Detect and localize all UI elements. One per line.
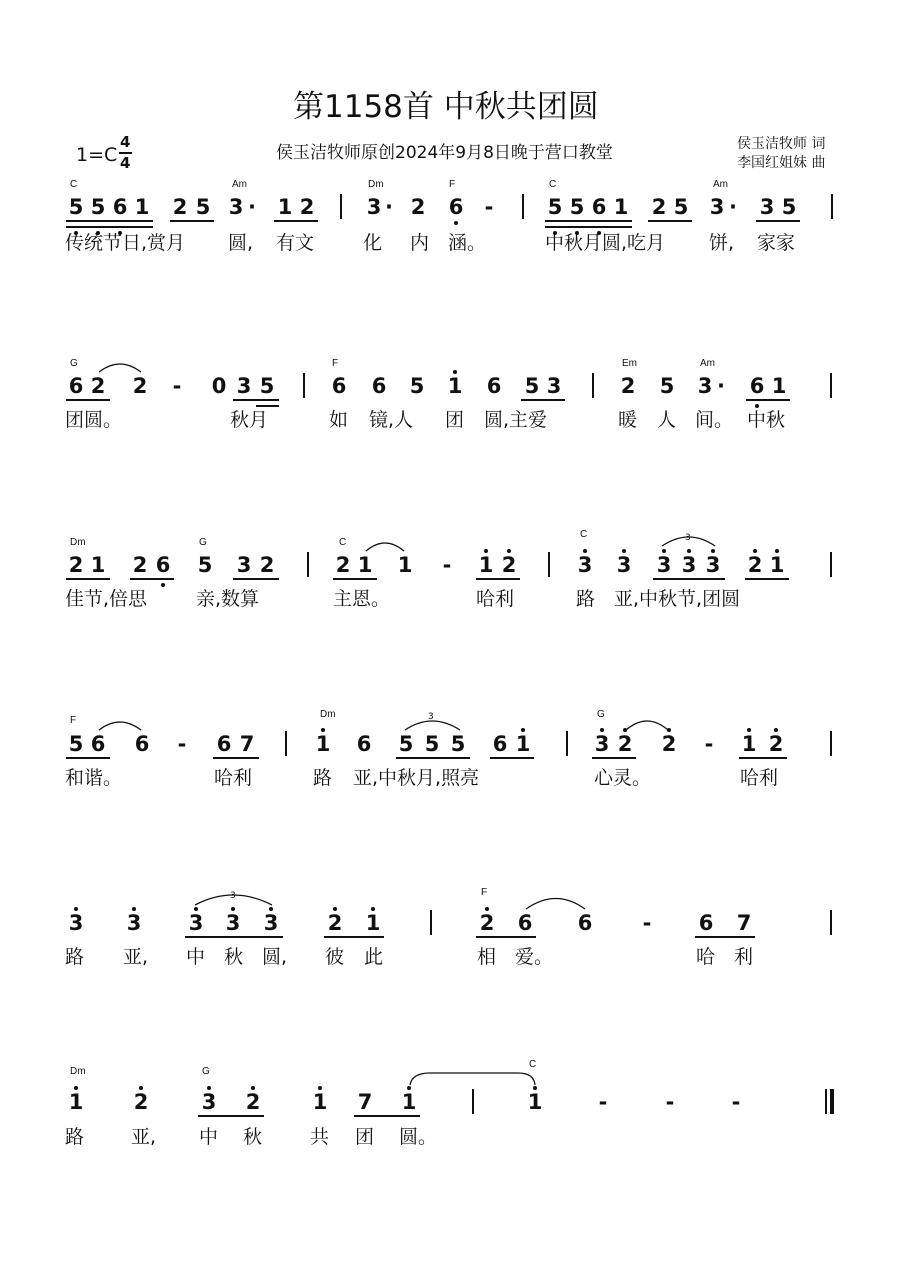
note: 6 [517, 911, 533, 935]
lyric: 路 [313, 767, 333, 789]
barline [830, 910, 832, 935]
lyric: 心灵。 [594, 767, 652, 789]
dash: - [665, 1090, 675, 1114]
note: 7 [239, 732, 255, 756]
note: 3 [616, 553, 632, 577]
underline [653, 578, 725, 580]
note: 1 [357, 553, 373, 577]
note: 3 [236, 374, 252, 398]
low-octave-dot [161, 583, 165, 587]
underline [746, 399, 790, 401]
lyric: 亚, [123, 946, 149, 968]
barline [830, 731, 832, 756]
high-octave-dot [521, 728, 525, 732]
note: 2 [501, 553, 517, 577]
dash: - [731, 1090, 741, 1114]
lyric: 中秋 [747, 409, 786, 431]
note: 1 [277, 195, 293, 219]
note: 2 [245, 1090, 261, 1114]
barline [830, 373, 832, 398]
note: 6 [698, 911, 714, 935]
lyric: 圆, [262, 946, 288, 968]
dash: - [484, 195, 494, 219]
lyric: 中 [199, 1126, 219, 1148]
note: 6 [371, 374, 387, 398]
note: 1 [365, 911, 381, 935]
tie [99, 364, 141, 372]
lyric: 亚, [131, 1126, 157, 1148]
lyric: 路 [65, 1126, 85, 1148]
barline [340, 194, 342, 219]
underline [170, 220, 214, 222]
lyric: 哈利 [740, 767, 779, 789]
high-octave-dot [507, 549, 511, 553]
barline [566, 731, 568, 756]
chord-symbol: Dm [70, 1066, 86, 1077]
high-octave-dot [662, 549, 666, 553]
lyric: 哈 [696, 946, 716, 968]
note: 1 [613, 195, 629, 219]
note: 5 [450, 732, 466, 756]
chord-symbol: F [70, 715, 77, 726]
high-octave-dot [333, 907, 337, 911]
high-octave-dot [583, 549, 587, 553]
note: 2 [133, 1090, 149, 1114]
lyric: 内 [410, 232, 430, 254]
low-octave-dot [755, 404, 759, 408]
note: 1 [134, 195, 150, 219]
underline [592, 757, 636, 759]
note: 3 [697, 374, 713, 398]
high-octave-dot [74, 1086, 78, 1090]
note: 2 [335, 553, 351, 577]
underline [233, 399, 279, 401]
lyric: 秋月 [230, 409, 269, 431]
note: 1 [515, 732, 531, 756]
high-octave-dot [774, 728, 778, 732]
note: 2 [90, 374, 106, 398]
underline [324, 936, 384, 938]
lyric: 主恩。 [333, 588, 391, 610]
note: 6 [577, 911, 593, 935]
note: 2 [132, 553, 148, 577]
note: 6 [90, 732, 106, 756]
note: 6 [216, 732, 232, 756]
high-octave-dot [600, 728, 604, 732]
augmentation-dot: · [717, 374, 725, 398]
note: 2 [259, 553, 275, 577]
lyric: 共 [310, 1126, 330, 1148]
underline [274, 220, 318, 222]
note: 3 [546, 374, 562, 398]
high-octave-dot [371, 907, 375, 911]
lyric: 化 [363, 232, 383, 254]
note: 3 [201, 1090, 217, 1114]
lyric: 秋 [224, 946, 244, 968]
lyric: 亚,中秋节,团圆 [614, 588, 741, 610]
underline [545, 226, 632, 228]
note: 5 [398, 732, 414, 756]
note: 5 [569, 195, 585, 219]
note: 3 [366, 195, 382, 219]
note: 3 [759, 195, 775, 219]
tie [526, 899, 585, 910]
lyric: 哈利 [214, 767, 253, 789]
high-octave-dot [407, 1086, 411, 1090]
lyric: 中 [186, 946, 206, 968]
note: 0 [211, 374, 227, 398]
lyric: 间。 [695, 409, 734, 431]
underline [739, 757, 787, 759]
dash: - [177, 732, 187, 756]
note: 1 [769, 553, 785, 577]
note: 1 [478, 553, 494, 577]
high-octave-dot [74, 907, 78, 911]
lyric: 团 [445, 409, 465, 431]
chord-symbol: C [70, 179, 78, 190]
note: 6 [749, 374, 765, 398]
high-octave-dot [687, 549, 691, 553]
note: 5 [68, 732, 84, 756]
augmentation-dot: · [729, 195, 737, 219]
lyric: 暖 [618, 409, 638, 431]
note: 1 [90, 553, 106, 577]
underline [66, 226, 153, 228]
dash: - [172, 374, 182, 398]
underline [213, 757, 259, 759]
lyric: 人 [657, 409, 677, 431]
lyric: 亚,中秋月,照亮 [353, 767, 480, 789]
lyric: 爱。 [515, 946, 554, 968]
note: 2 [651, 195, 667, 219]
chord-symbol: Dm [320, 709, 336, 720]
note: 1 [741, 732, 757, 756]
note: 3 [656, 553, 672, 577]
underline [256, 405, 279, 407]
note: 3 [68, 911, 84, 935]
high-octave-dot [622, 549, 626, 553]
note: 5 [547, 195, 563, 219]
barline [592, 373, 594, 398]
chord-symbol: C [549, 179, 557, 190]
note: 3 [263, 911, 279, 935]
chord-symbol: G [70, 358, 78, 369]
high-octave-dot [453, 370, 457, 374]
lyric: 圆, [228, 232, 254, 254]
note: 2 [327, 911, 343, 935]
lyric: 镜,人 [369, 409, 414, 431]
underline [130, 578, 174, 580]
note: 5 [259, 374, 275, 398]
note: 1 [447, 374, 463, 398]
note: 5 [197, 553, 213, 577]
chord-symbol: Dm [368, 179, 384, 190]
composer-credit: 李国红姐妹 曲 [737, 155, 826, 171]
barline [472, 1089, 474, 1114]
note: 5 [424, 732, 440, 756]
chord-symbol: Am [232, 179, 247, 190]
barline [830, 552, 832, 577]
note: 2 [661, 732, 677, 756]
chord-symbol: G [199, 537, 207, 548]
final-barline-thick [830, 1089, 834, 1114]
tie [410, 1073, 535, 1085]
note: 3 [225, 911, 241, 935]
note: 5 [90, 195, 106, 219]
high-octave-dot [139, 1086, 143, 1090]
note: 6 [155, 553, 171, 577]
chord-symbol: Dm [70, 537, 86, 548]
note: 7 [357, 1090, 373, 1114]
barline [430, 910, 432, 935]
high-octave-dot [132, 907, 136, 911]
lyric: 此 [364, 946, 384, 968]
augmentation-dot: · [248, 195, 256, 219]
triplet-mark: 3 [230, 891, 236, 901]
note: 5 [524, 374, 540, 398]
barline [285, 731, 287, 756]
underline [545, 220, 632, 222]
note: 6 [486, 374, 502, 398]
tie [626, 721, 668, 730]
song-title: 第1158首 中秋共团圆 [293, 89, 599, 125]
tie [366, 543, 404, 551]
dash: - [642, 911, 652, 935]
chord-symbol: F [449, 179, 456, 190]
lyric: 团 [355, 1126, 375, 1148]
note: 5 [659, 374, 675, 398]
note: 1 [68, 1090, 84, 1114]
underline [521, 399, 565, 401]
underline [396, 757, 470, 759]
chord-symbol: G [597, 709, 605, 720]
note: 2 [172, 195, 188, 219]
lyric: 有文 [276, 232, 315, 254]
time-signature-top: 4 [120, 133, 131, 151]
note: 3 [236, 553, 252, 577]
augmentation-dot: · [385, 195, 393, 219]
lyric: 佳节,倍思 [65, 588, 148, 610]
barline [548, 552, 550, 577]
note: 3 [577, 553, 593, 577]
note: 3 [681, 553, 697, 577]
high-octave-dot [667, 728, 671, 732]
underline [476, 936, 536, 938]
high-octave-dot [533, 1086, 537, 1090]
chord-symbol: C [339, 537, 347, 548]
high-octave-dot [207, 1086, 211, 1090]
note: 3 [188, 911, 204, 935]
high-octave-dot [485, 907, 489, 911]
lyric: 圆。 [399, 1126, 438, 1148]
final-barline-thin [825, 1089, 827, 1114]
note: 6 [331, 374, 347, 398]
triplet-mark: 3 [428, 712, 434, 722]
note: 1 [312, 1090, 328, 1114]
underline [695, 936, 755, 938]
high-octave-dot [251, 1086, 255, 1090]
note: 7 [736, 911, 752, 935]
underline [476, 578, 520, 580]
underline [233, 578, 279, 580]
note: 6 [492, 732, 508, 756]
note: 5 [68, 195, 84, 219]
note: 2 [479, 911, 495, 935]
note: 5 [781, 195, 797, 219]
note: 2 [617, 732, 633, 756]
note: 2 [747, 553, 763, 577]
high-octave-dot [753, 549, 757, 553]
note: 2 [768, 732, 784, 756]
underline [185, 936, 283, 938]
lyricist-credit: 侯玉洁牧师 词 [737, 136, 826, 152]
high-octave-dot [269, 907, 273, 911]
barline [303, 373, 305, 398]
note: 2 [620, 374, 636, 398]
lyric: 路 [65, 946, 85, 968]
lyric: 传统节日,赏月 [65, 232, 186, 254]
lyric: 哈利 [476, 588, 515, 610]
lyric: 和谐。 [65, 767, 123, 789]
lyric: 如 [329, 409, 349, 431]
note: 6 [112, 195, 128, 219]
triplet-bracket [405, 721, 460, 730]
note: 3 [709, 195, 725, 219]
subtitle: 侯玉洁牧师原创2024年9月8日晚于营口教堂 [276, 143, 613, 163]
underline [756, 220, 800, 222]
lyric: 亲,数算 [196, 588, 260, 610]
lyric: 路 [576, 588, 596, 610]
note: 2 [410, 195, 426, 219]
chord-symbol: F [481, 887, 488, 898]
note: 6 [68, 374, 84, 398]
note: 3 [705, 553, 721, 577]
note: 6 [134, 732, 150, 756]
note: 5 [409, 374, 425, 398]
triplet-mark: 3 [685, 533, 691, 543]
dash: - [442, 553, 452, 577]
note: 3 [126, 911, 142, 935]
high-octave-dot [321, 728, 325, 732]
time-signature-bottom: 4 [120, 154, 131, 172]
lyric: 家家 [757, 232, 796, 254]
high-octave-dot [711, 549, 715, 553]
underline [66, 399, 110, 401]
note: 5 [195, 195, 211, 219]
note: 6 [448, 195, 464, 219]
dash: - [704, 732, 714, 756]
note: 6 [356, 732, 372, 756]
lyric: 团圆。 [65, 409, 123, 431]
lyric: 涵。 [448, 232, 487, 254]
lyric: 饼, [709, 232, 735, 254]
underline [745, 578, 789, 580]
high-octave-dot [318, 1086, 322, 1090]
high-octave-dot [623, 728, 627, 732]
note: 5 [673, 195, 689, 219]
note: 6 [591, 195, 607, 219]
high-octave-dot [484, 549, 488, 553]
chord-symbol: G [202, 1066, 210, 1077]
lyric: 中秋月圆,吃月 [545, 232, 666, 254]
barline [831, 194, 833, 219]
chord-symbol: C [529, 1059, 537, 1070]
tie [99, 722, 141, 730]
note: 2 [299, 195, 315, 219]
note: 3 [228, 195, 244, 219]
chord-symbol: Am [713, 179, 728, 190]
lyric: 相 [477, 946, 497, 968]
lyric: 彼 [325, 946, 345, 968]
barline [522, 194, 524, 219]
high-octave-dot [747, 728, 751, 732]
lyric: 圆,主爱 [484, 409, 548, 431]
dash: - [598, 1090, 608, 1114]
chord-symbol: F [332, 358, 339, 369]
note: 2 [68, 553, 84, 577]
lyric: 秋 [243, 1126, 263, 1148]
high-octave-dot [194, 907, 198, 911]
underline [66, 220, 153, 222]
high-octave-dot [775, 549, 779, 553]
chord-symbol: C [580, 529, 588, 540]
note: 1 [315, 732, 331, 756]
note: 1 [397, 553, 413, 577]
underline [66, 578, 110, 580]
note: 1 [527, 1090, 543, 1114]
note: 3 [594, 732, 610, 756]
note: 1 [401, 1090, 417, 1114]
chord-symbol: Em [622, 358, 637, 369]
high-octave-dot [231, 907, 235, 911]
underline [354, 1115, 420, 1117]
note: 2 [132, 374, 148, 398]
underline [333, 578, 377, 580]
underline [66, 757, 110, 759]
chord-symbol: Am [700, 358, 715, 369]
lyric: 利 [734, 946, 754, 968]
key-signature: 1=C [76, 144, 118, 166]
underline [648, 220, 692, 222]
barline [307, 552, 309, 577]
low-octave-dot [454, 221, 458, 225]
underline [490, 757, 534, 759]
note: 1 [771, 374, 787, 398]
underline [198, 1115, 264, 1117]
